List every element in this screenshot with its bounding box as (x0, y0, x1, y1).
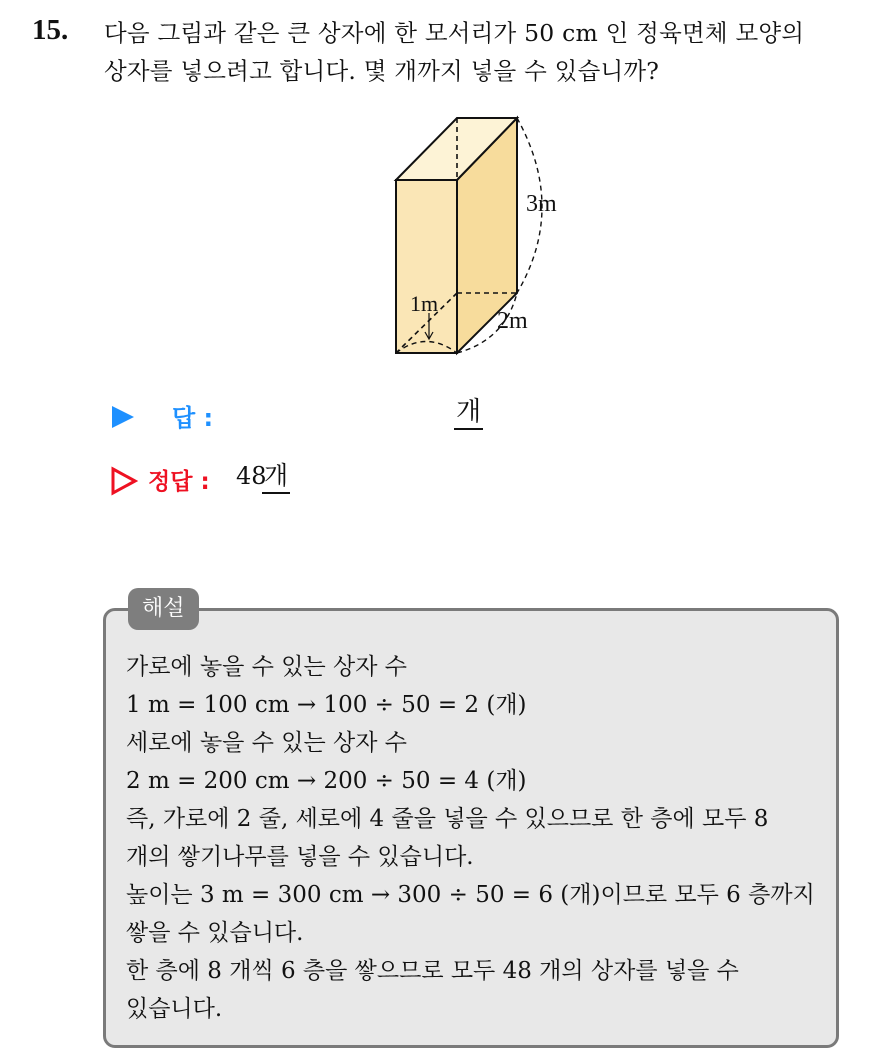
question-text-line-2: 상자를 넣으려고 합니다. 몇 개까지 넣을 수 있습니까? (104, 57, 660, 85)
correct-answer-value: 48 (236, 462, 267, 490)
answer-label: 답 : (172, 404, 214, 432)
explanation-line: 1 m = 100 cm → 100 ÷ 50 = 2 (개) (126, 692, 527, 718)
explanation-line: 높이는 3 m = 300 cm → 300 ÷ 50 = 6 (개)이므로 모두 6 층까지 (126, 882, 815, 908)
triangle-outline-icon (110, 466, 138, 496)
depth-label: 2m (497, 308, 528, 334)
box-figure (385, 108, 580, 363)
width-label: 1m (410, 291, 439, 316)
height-label: 3m (526, 191, 557, 217)
explanation-line: 2 m = 200 cm → 200 ÷ 50 = 4 (개) (126, 768, 527, 794)
explanation-line: 있습니다. (126, 996, 223, 1022)
answer-unit: 개 (454, 396, 483, 430)
correct-answer-label: 정답 : (148, 469, 210, 495)
explanation-line: 개의 쌓기나무를 넣을 수 있습니다. (126, 844, 474, 870)
question-text-line-1: 다음 그림과 같은 큰 상자에 한 모서리가 50 cm 인 정육면체 모양의 (104, 19, 805, 47)
explanation-line: 가로에 놓을 수 있는 상자 수 (126, 654, 407, 680)
box-front-face (396, 180, 457, 353)
answer-row (110, 396, 530, 436)
explanation-line: 즉, 가로에 2 줄, 세로에 4 줄을 넣을 수 있으므로 한 층에 모두 8 (126, 806, 769, 832)
explanation-line: 세로에 놓을 수 있는 상자 수 (126, 730, 407, 756)
play-icon (110, 404, 136, 430)
explanation-line: 쌓을 수 있습니다. (126, 920, 304, 946)
question-number: 15. (32, 14, 69, 46)
correct-answer-unit: 개 (262, 460, 290, 494)
explanation-tab: 해설 (128, 588, 199, 630)
correct-answer-row (110, 460, 410, 500)
explanation-line: 한 층에 8 개씩 6 층을 쌓으므로 모두 48 개의 상자를 넣을 수 (126, 958, 739, 984)
